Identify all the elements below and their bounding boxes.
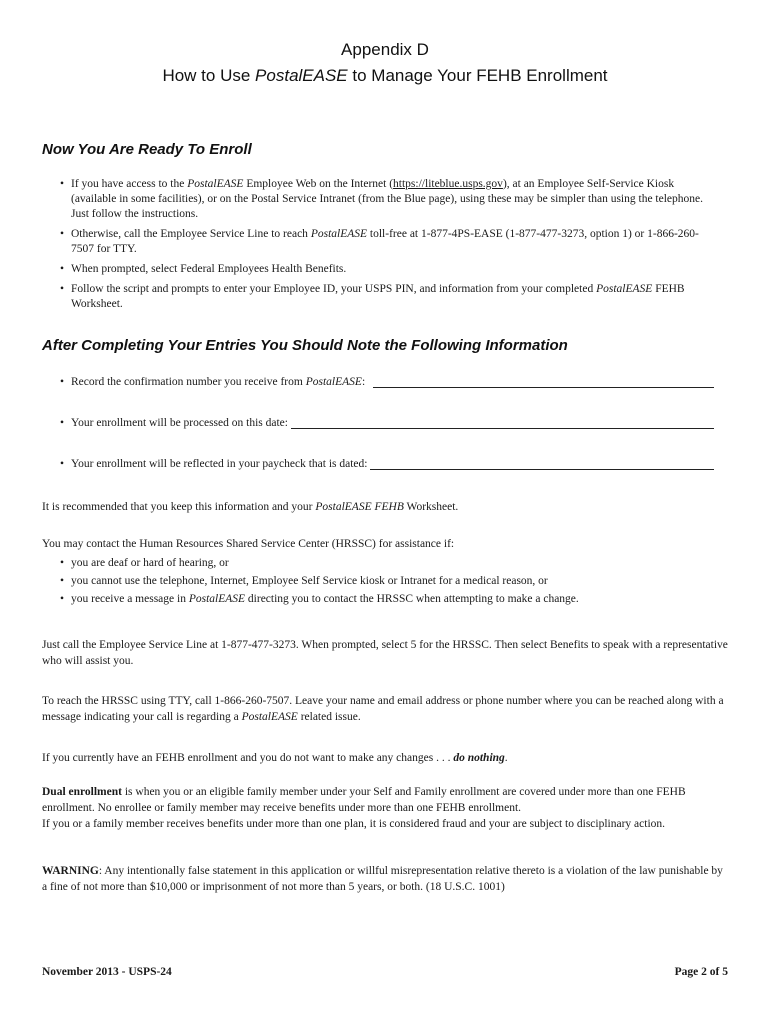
- list-item: • When prompted, select Federal Employees Health Benefits.: [60, 262, 710, 277]
- paycheck-date-field: [60, 458, 714, 470]
- paycheck-date-blank[interactable]: [370, 458, 714, 470]
- enroll-instructions-list: [60, 177, 710, 317]
- contact-conditions-list: [60, 556, 720, 612]
- list-item: • you are deaf or hard of hearing, or: [60, 556, 720, 571]
- no-change-text: If you currently have an FEHB enrollment and you do not want to make any changes . . . do nothing.: [42, 752, 508, 764]
- processed-date-blank[interactable]: [291, 417, 714, 429]
- appendix-label: Appendix D: [341, 40, 429, 59]
- footer-page-number: Page 2 of 5: [674, 966, 728, 978]
- warning-text: WARNING: Any intentionally false statement in this application or willful misrepresentation relative thereto is a violation of the law punishable by a fine of not more than $10,000 or imprisonment of not more than 5 years, or both. (18 U.S.C. 1001): [42, 865, 723, 893]
- footer-form-id: November 2013 - USPS-24: [42, 966, 172, 978]
- section-heading-after-completing: After Completing Your Entries You Should Note the Following Information: [42, 337, 568, 354]
- paycheck-date-label: • Your enrollment will be reflected in your paycheck that is dated:: [60, 458, 367, 470]
- tty-text: To reach the HRSSC using TTY, call 1-866-260-7507. Leave your name and email address or phone number where you can be reached along with a message indicating your call is regarding a PostalEASE related issue.: [42, 695, 724, 723]
- list-item: • Otherwise, call the Employee Service Line to reach PostalEASE toll-free at 1-877-4PS-EASE (1-877-477-3273, option 1) or 1-866-260-7507 for TTY.: [60, 227, 710, 257]
- confirmation-number-field: [60, 376, 714, 388]
- list-item: • you cannot use the telephone, Internet, Employee Self Service kiosk or Intranet for a medical reason, or: [60, 574, 720, 589]
- page-title: How to Use PostalEASE to Manage Your FEHB Enrollment: [162, 66, 608, 85]
- liteblue-link[interactable]: https://liteblue.usps.gov: [393, 178, 503, 190]
- keep-info-text: It is recommended that you keep this information and your PostalEASE FEHB Worksheet.: [42, 501, 459, 513]
- section-heading-ready-to-enroll: Now You Are Ready To Enroll: [42, 141, 252, 158]
- list-item: • you receive a message in PostalEASE directing you to contact the HRSSC when attempting to make a change.: [60, 592, 720, 607]
- processed-date-label: • Your enrollment will be processed on this date:: [60, 417, 288, 429]
- processed-date-field: [60, 417, 714, 429]
- confirmation-number-label: • Record the confirmation number you receive from PostalEASE:: [60, 376, 365, 388]
- list-item: • If you have access to the PostalEASE Employee Web on the Internet (https://liteblue.usps.gov), at an Employee Self-Service Kiosk (available in some facilities), or on the Postal Service Intranet (from the Blue page), using these may be simpler than using the telephone. Just follow the instructions.: [60, 177, 710, 222]
- confirmation-number-blank[interactable]: [373, 376, 714, 388]
- call-hrssc-text: Just call the Employee Service Line at 1-877-477-3273. When prompted, select 5 for the HRSSC. Then select Benefits to speak with a representative who will assist you.: [42, 639, 728, 667]
- dual-enrollment-text: Dual enrollment is when you or an eligible family member under your Self and Family enrollment are covered under more than one FEHB enrollment. No enrollee or family member may receive benefits under more than one FEHB enrollment. If you or a family member receives benefits under more than one plan, it is considered fraud and your are subject to disciplinary action.: [42, 786, 686, 830]
- contact-intro-text: You may contact the Human Resources Shared Service Center (HRSSC) for assistance if:: [42, 538, 455, 550]
- list-item: • Follow the script and prompts to enter your Employee ID, your USPS PIN, and information from your completed PostalEASE FEHB Worksheet.: [60, 282, 710, 312]
